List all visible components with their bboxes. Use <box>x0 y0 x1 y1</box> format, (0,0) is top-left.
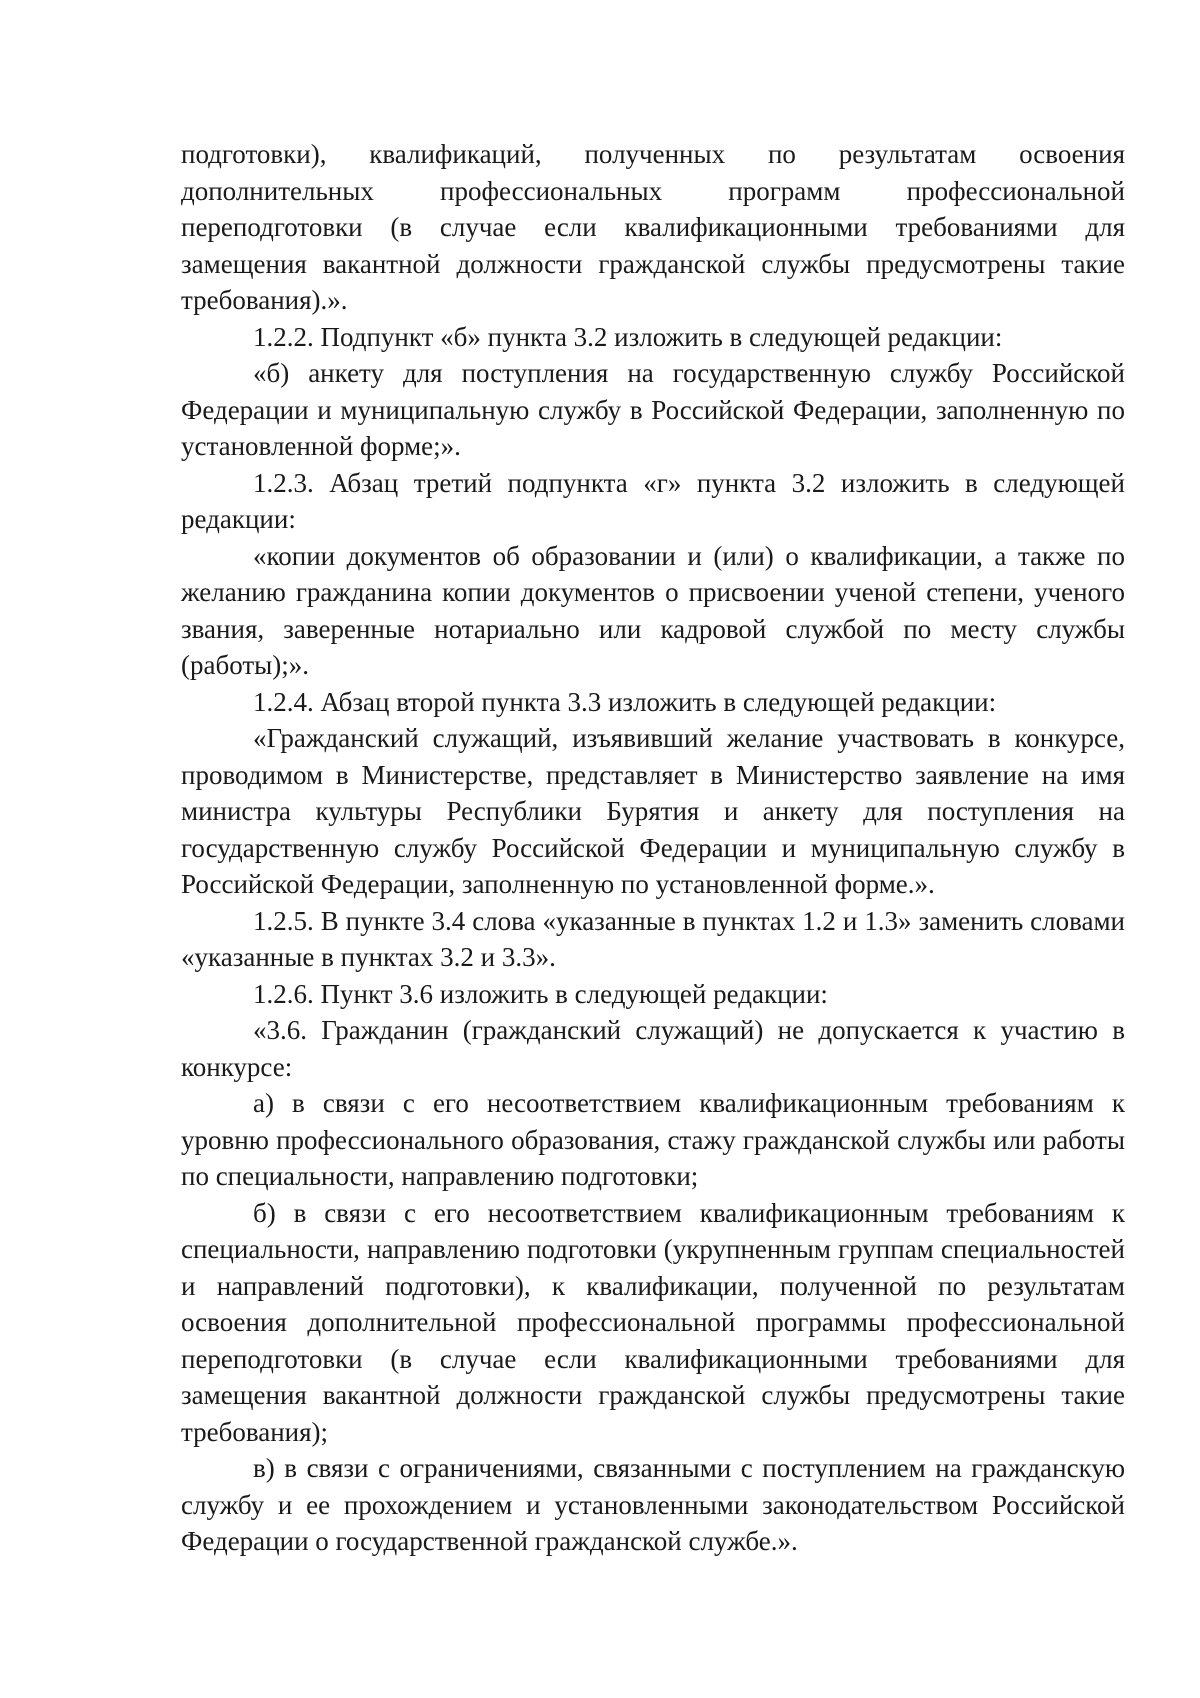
list-item-v: в) в связи с ограничениями, связанными с поступлением на гражданскую службу и ее прохождением и установленными законодательством Российской Федерации о государственной гражданской службе.». <box>181 1453 1125 1556</box>
paragraph-quote-copies: «копии документов об образовании и (или) о квалификации, а также по желанию гражданина копии документов о присвоении ученой степени, ученого звания, заверенные нотариально или кадровой службой по месту службы (работы);». <box>181 540 1125 680</box>
paragraph-1-2-3: 1.2.3. Абзац третий подпункта «г» пункта 3.2 изложить в следующей редакции: <box>181 467 1125 534</box>
paragraph-1-2-4: 1.2.4. Абзац второй пункта 3.3 изложить в следующей редакции: <box>253 686 997 717</box>
paragraph-1-2-5: 1.2.5. В пункте 3.4 слова «указанные в пунктах 1.2 и 1.3» заменить словами «указанные в пунктах 3.2 и 3.3». <box>181 905 1125 972</box>
document-body <box>181 136 1125 1560</box>
paragraph-1-2-6: 1.2.6. Пункт 3.6 изложить в следующей редакции: <box>253 978 828 1009</box>
paragraph-quote-3-6: «3.6. Гражданин (гражданский служащий) не допускается к участию в конкурсе: <box>181 1015 1125 1082</box>
list-item-b: б) в связи с его несоответствием квалификационным требованиям к специальности, направлению подготовки (укрупненным группам специальностей и направлений подготовки), к квалификации, полученной по результатам освоения дополнительной профессиональной программы профессиональной переподготовки (в случае если квалификационными требованиями для замещения вакантной должности гражданской службы предусмотрены такие требования); <box>181 1197 1125 1447</box>
paragraph-1-2-2: 1.2.2. Подпункт «б» пункта 3.2 изложить в следующей редакции: <box>253 321 1003 352</box>
paragraph-quote-civil-servant: «Гражданский служащий, изъявивший желание участвовать в конкурсе, проводимом в Министерстве, представляет в Министерство заявление на имя министра культуры Республики Бурятия и анкету для поступления на государственную службу Российской Федерации и муниципальную службу в Российской Федерации, заполненную по установленной форме.». <box>181 723 1125 899</box>
list-item-a: а) в связи с его несоответствием квалификационным требованиям к уровню профессионального образования, стажу гражданской службы или работы по специальности, направлению подготовки; <box>181 1088 1125 1191</box>
paragraph-quote-b: «б) анкету для поступления на государственную службу Российской Федерации и муниципальную службу в Российской Федерации, заполненную по установленной форме;». <box>181 358 1125 461</box>
paragraph-continuation: подготовки), квалификаций, полученных по результатам освоения дополнительных профессиональных программ профессиональной переподготовки (в случае если квалификационными требованиями для замещения вакантной должности гражданской службы предусмотрены такие требования).». <box>181 139 1125 315</box>
